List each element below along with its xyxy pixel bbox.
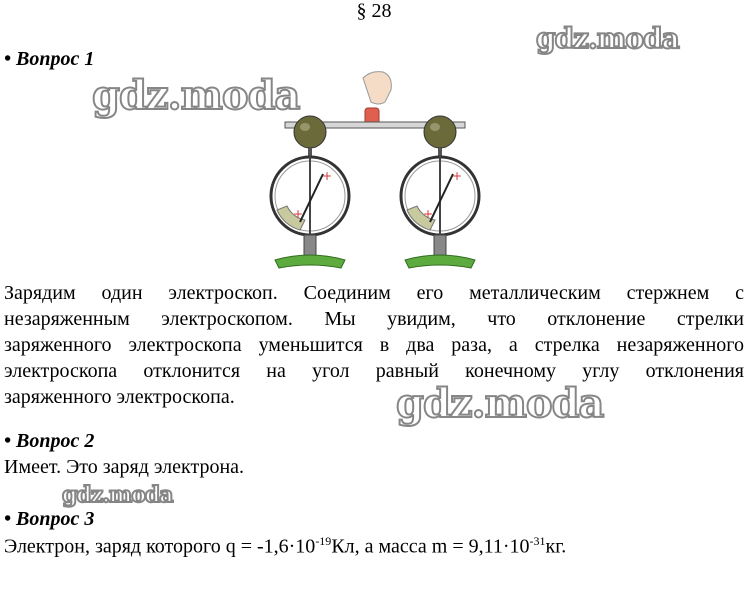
question-1-heading: • Вопрос 1 xyxy=(4,48,95,70)
watermark: gdz.moda xyxy=(396,380,604,427)
electroscopes-illustration xyxy=(255,70,495,275)
answer-text: Кл, а масса m = 9,11·10 xyxy=(331,535,530,558)
question-1-answer xyxy=(4,280,744,410)
hand-icon xyxy=(363,72,391,104)
watermark: gdz.moda xyxy=(536,22,679,55)
exponent: -31 xyxy=(529,534,546,548)
watermark: gdz.moda xyxy=(62,482,173,508)
svg-text:+: + xyxy=(423,207,434,221)
answer-line: заряженного электроскопа уменьшится в два раза, а стрелка незаряженного xyxy=(4,334,744,356)
electroscope-left xyxy=(271,116,349,268)
question-3-answer xyxy=(4,534,566,559)
svg-text:+: + xyxy=(293,207,304,221)
svg-text:+: + xyxy=(322,169,333,183)
answer-text: кг. xyxy=(545,535,567,558)
electroscope-right xyxy=(401,116,479,268)
question-2-heading: • Вопрос 2 xyxy=(4,430,95,452)
answer-line: незаряженным электроскопом. Мы увидим, что отклонение стрелки xyxy=(4,308,744,330)
exponent: -19 xyxy=(315,534,332,548)
question-3-heading: • Вопрос 3 xyxy=(4,508,95,530)
answer-line: Зарядим один электроскоп. Соединим его металлическим стержнем с xyxy=(4,282,744,304)
answer-text: Электрон, заряд которого q = -1,6·10 xyxy=(4,535,316,558)
watermark: gdz.moda xyxy=(92,72,300,119)
section-number: § 28 xyxy=(356,0,392,22)
answer-line: заряженного электроскопа. xyxy=(4,386,235,408)
answer-line: электроскопа отклонится на угол равный конечному углу отклонения xyxy=(4,360,744,382)
svg-text:+: + xyxy=(452,169,463,183)
question-2-answer: Имеет. Это заряд электрона. xyxy=(4,456,245,478)
